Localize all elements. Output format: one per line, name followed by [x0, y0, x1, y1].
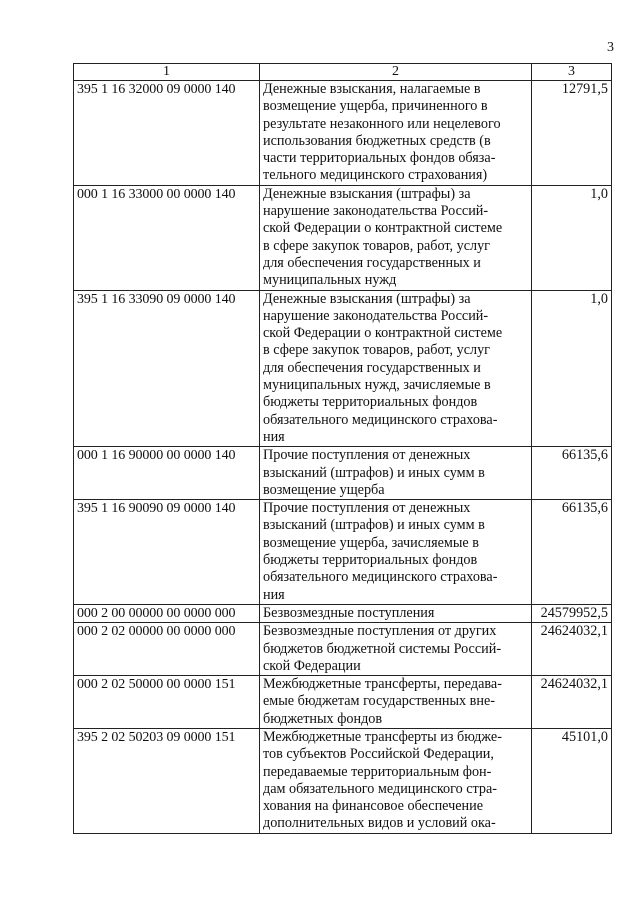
table-row	[74, 676, 612, 729]
budget-code-cell: 000 2 02 00000 00 0000 000	[74, 623, 260, 676]
description-line: тельного медицинского страхования)	[263, 167, 488, 184]
description-cell	[260, 81, 532, 186]
description-line: взысканий (штрафов) и иных сумм в	[263, 464, 485, 481]
description-line: использования бюджетных средств (в	[263, 132, 491, 149]
description-cell	[260, 500, 532, 605]
budget-code-cell: 000 2 00 00000 00 0000 000	[74, 604, 260, 622]
description-line: Денежные взыскания, налагаемые в	[263, 81, 481, 97]
amount-cell: 24624032,1	[532, 676, 612, 729]
description-line: возмещение ущерба, причиненного в	[263, 98, 488, 115]
description-line: возмещение ущерба	[263, 481, 385, 498]
description-line: Межбюджетные трансферты из бюдже-	[263, 728, 502, 745]
description-line: нарушение законодательства Россий-	[263, 307, 489, 324]
column-header-1: 1	[74, 64, 260, 81]
amount-cell: 1,0	[532, 290, 612, 447]
budget-code-cell: 000 1 16 33000 00 0000 140	[74, 185, 260, 290]
description-cell	[260, 604, 532, 622]
amount-cell: 12791,5	[532, 81, 612, 186]
amount-cell: 24579952,5	[532, 604, 612, 622]
description-line: нарушение законодательства Россий-	[263, 203, 489, 220]
description-cell	[260, 623, 532, 676]
amount-cell: 24624032,1	[532, 623, 612, 676]
table-row	[74, 500, 612, 605]
description-line: дам обязательного медицинского стра-	[263, 780, 498, 797]
description-line: муниципальных нужд, зачисляемые в	[263, 377, 491, 394]
description-line: Денежные взыскания (штрафы) за	[263, 290, 471, 307]
budget-code-cell: 000 2 02 50000 00 0000 151	[74, 676, 260, 729]
description-line: ской Федерации о контрактной системе	[263, 325, 503, 342]
description-line: бюджетов бюджетной системы Россий-	[263, 640, 502, 657]
table-header-row	[74, 64, 612, 81]
description-line: в сфере закупок товаров, работ, услуг	[263, 237, 490, 254]
description-line: части территориальных фондов обяза-	[263, 150, 496, 167]
budget-code-cell: 395 1 16 33090 09 0000 140	[74, 290, 260, 447]
amount-cell: 66135,6	[532, 447, 612, 500]
budget-code-cell: 000 1 16 90000 00 0000 140	[74, 447, 260, 500]
description-line: Безвозмездные поступления	[263, 604, 435, 621]
amount-cell: 66135,6	[532, 500, 612, 605]
description-line: обязательного медицинского страхова-	[263, 411, 498, 428]
description-line: бюджеты территориальных фондов	[263, 552, 478, 569]
table-row	[74, 185, 612, 290]
amount-cell: 1,0	[532, 185, 612, 290]
description-cell	[260, 676, 532, 729]
description-line: передаваемые территориальным фон-	[263, 763, 492, 780]
table-row	[74, 623, 612, 676]
description-line: Прочие поступления от денежных	[263, 500, 471, 517]
description-line: Межбюджетные трансферты, передава-	[263, 676, 502, 693]
description-line: в сфере закупок товаров, работ, услуг	[263, 342, 490, 359]
description-line: ской Федерации	[263, 657, 361, 674]
table-row	[74, 290, 612, 447]
description-line: для обеспечения государственных и	[263, 254, 481, 271]
description-line: бюджетных фондов	[263, 710, 383, 727]
description-line: хования на финансовое обеспечение	[263, 798, 484, 815]
budget-code-cell: 395 1 16 90090 09 0000 140	[74, 500, 260, 605]
description-line: возмещение ущерба, зачисляемые в	[263, 534, 479, 551]
description-line: муниципальных нужд	[263, 272, 397, 289]
description-line: ния	[263, 428, 285, 445]
description-cell	[260, 728, 532, 833]
description-line: обязательного медицинского страхова-	[263, 569, 498, 586]
description-line: дополнительных видов и условий ока-	[263, 815, 496, 832]
column-header-2: 2	[260, 64, 532, 81]
description-line: Прочие поступления от денежных	[263, 447, 471, 464]
table-row	[74, 604, 612, 622]
description-cell	[260, 447, 532, 500]
column-header-3: 3	[532, 64, 612, 81]
description-line: результате незаконного или нецелевого	[263, 115, 501, 132]
budget-table	[73, 63, 612, 834]
description-line: Безвозмездные поступления от других	[263, 623, 497, 640]
description-cell	[260, 185, 532, 290]
table-row	[74, 447, 612, 500]
amount-cell: 45101,0	[532, 728, 612, 833]
description-line: ния	[263, 586, 285, 603]
description-line: Денежные взыскания (штрафы) за	[263, 185, 471, 202]
description-line: бюджеты территориальных фондов	[263, 394, 478, 411]
description-cell	[260, 290, 532, 447]
table-row	[74, 728, 612, 833]
description-line: тов субъектов Российской Федерации,	[263, 746, 494, 763]
budget-code-cell: 395 1 16 32000 09 0000 140	[74, 81, 260, 186]
budget-code-cell: 395 2 02 50203 09 0000 151	[74, 728, 260, 833]
description-line: для обеспечения государственных и	[263, 359, 481, 376]
description-line: ской Федерации о контрактной системе	[263, 220, 503, 237]
description-line: взысканий (штрафов) и иных сумм в	[263, 517, 485, 534]
table-row	[74, 81, 612, 186]
description-line: емые бюджетам государственных вне-	[263, 693, 495, 710]
page-number: 3	[607, 40, 614, 55]
budget-table-body	[74, 64, 612, 834]
